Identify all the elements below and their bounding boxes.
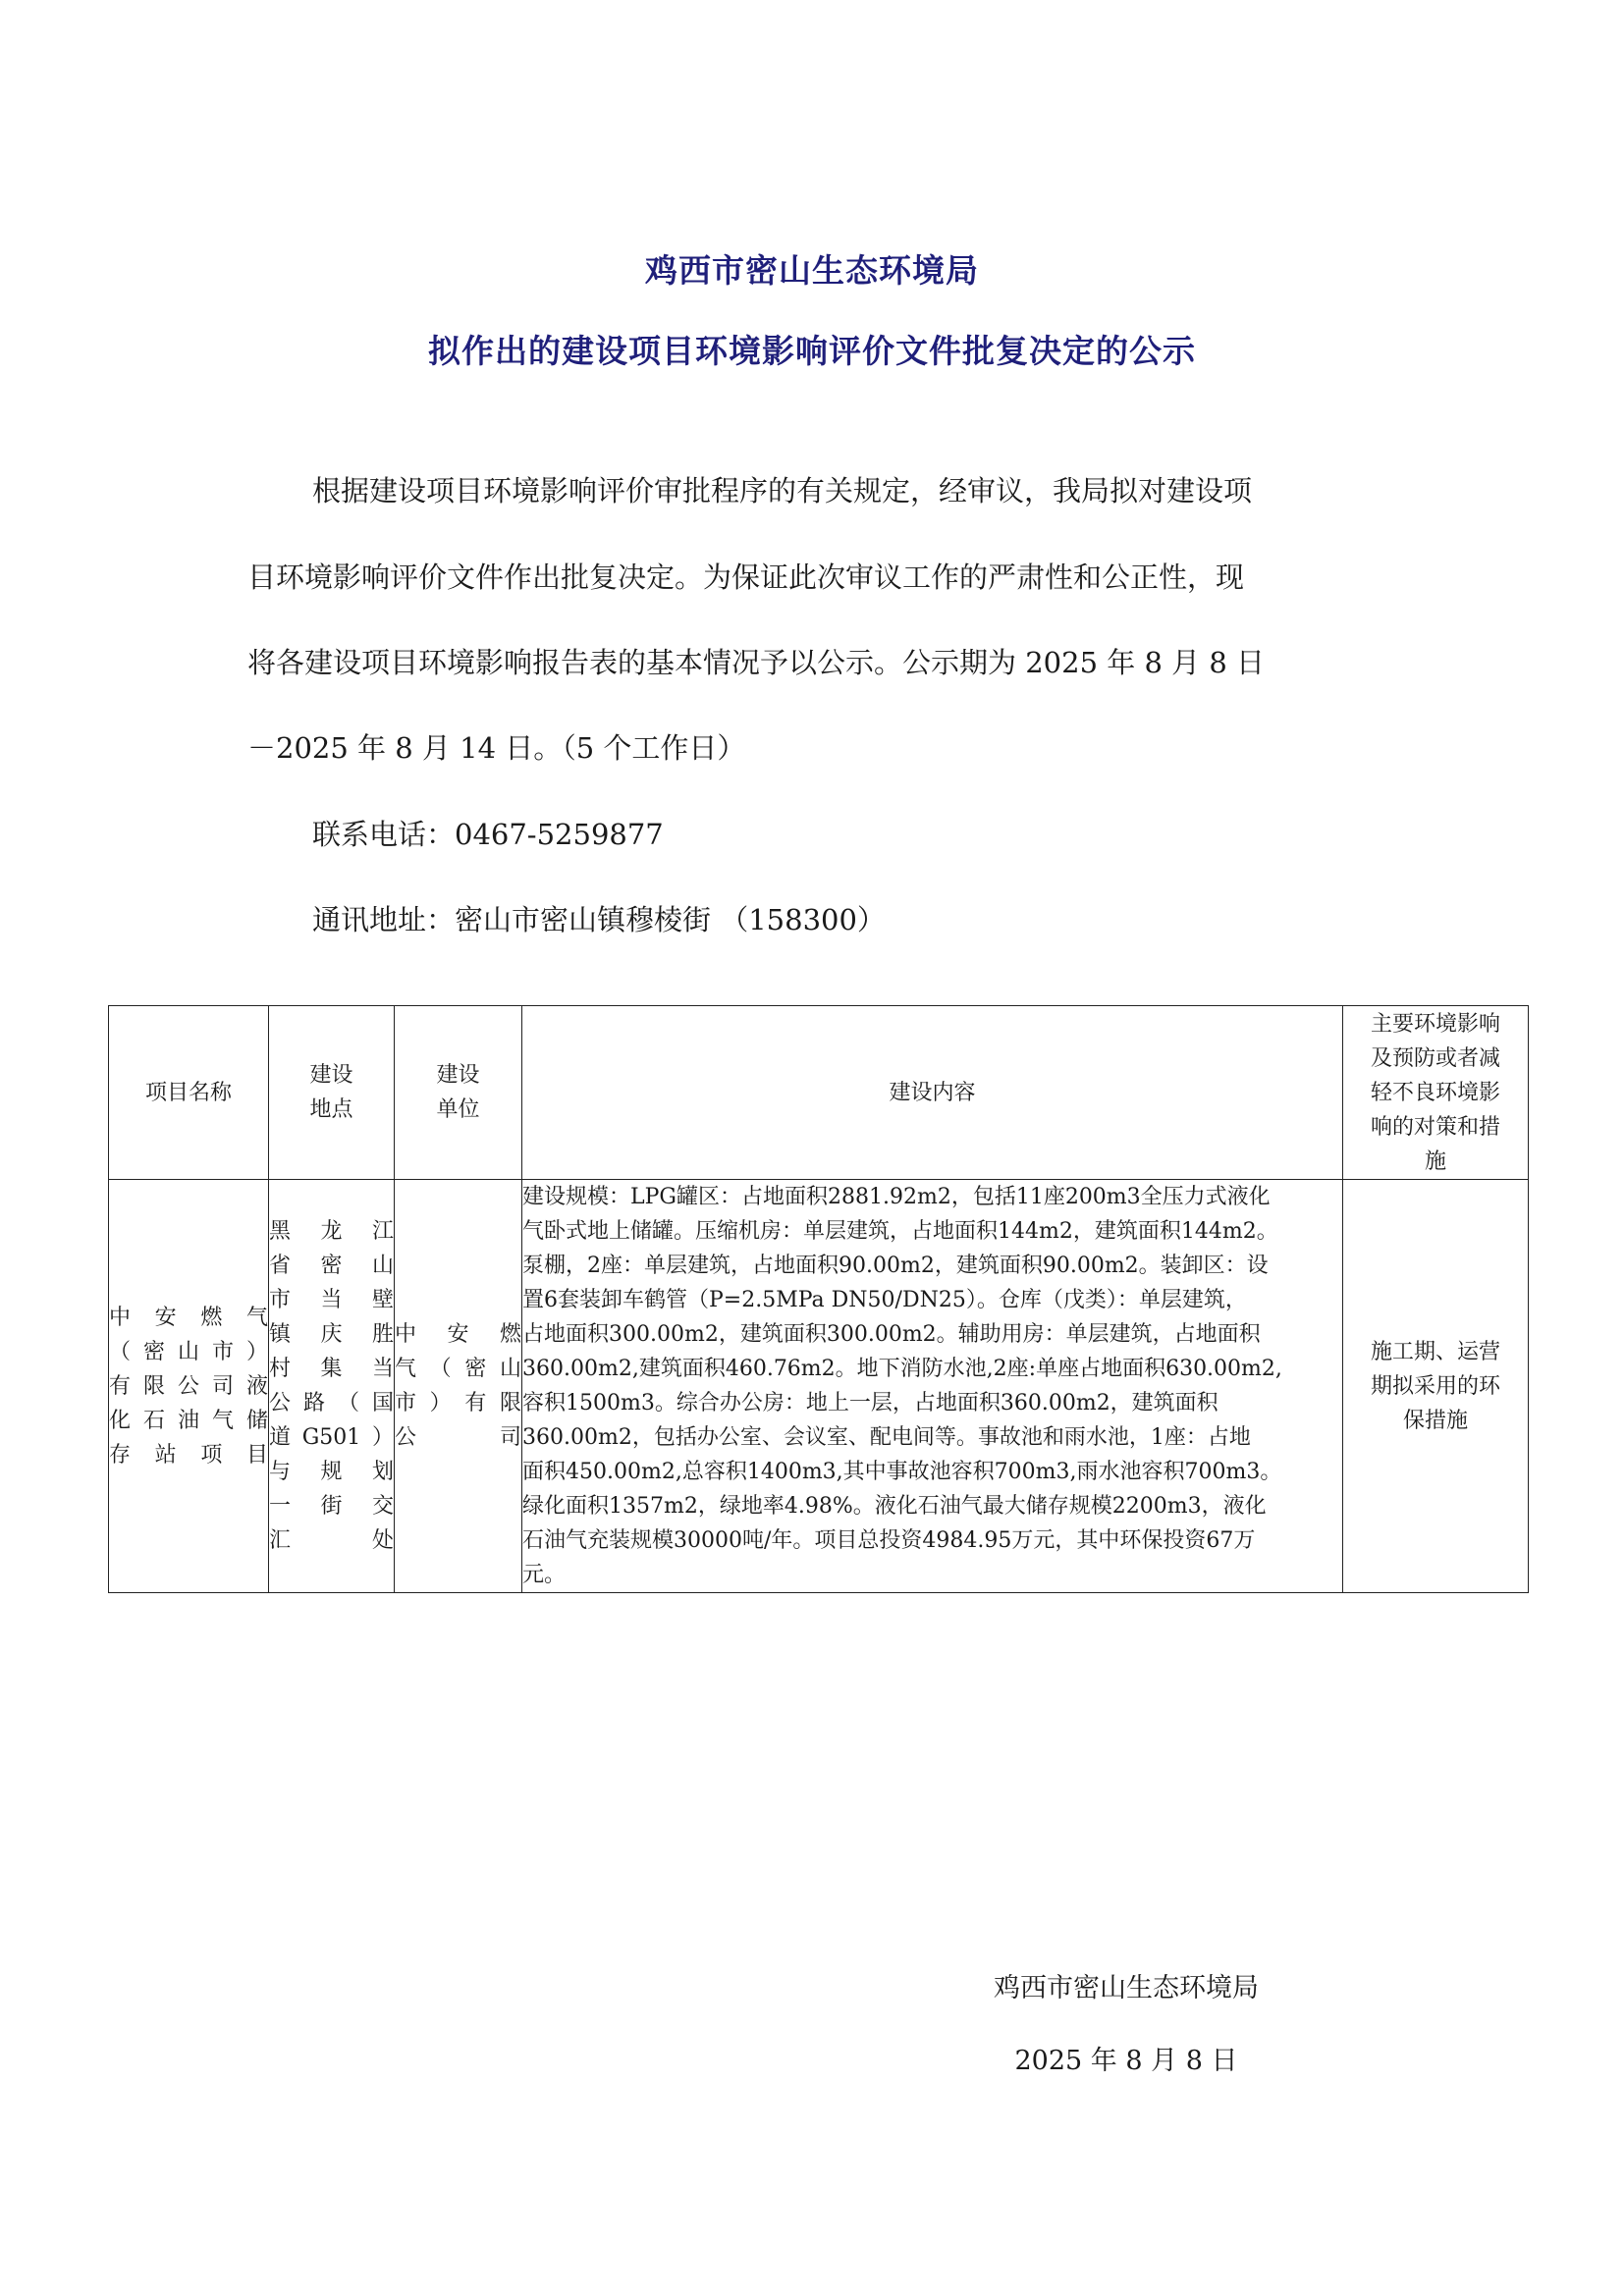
cell-line: 有限公司液 bbox=[109, 1373, 268, 1399]
cell-line: 保措施 bbox=[1402, 1408, 1468, 1433]
body-line-1: 根据建设项目环境影响评价审批程序的有关规定，经审议，我局拟对建设项 bbox=[312, 474, 1253, 507]
cell-line: 汇处 bbox=[269, 1528, 394, 1553]
signature-org: 鸡西市密山生态环境局 bbox=[994, 1973, 1259, 2003]
header-content-text: 建设内容 bbox=[889, 1080, 976, 1105]
cell-line: 公路（国 bbox=[269, 1391, 394, 1415]
cell-line: 期拟采用的环 bbox=[1370, 1373, 1500, 1399]
cell-line: 占地面积300.00m2，建筑面积300.00m2。辅助用房：单层建筑，占地面积 bbox=[522, 1322, 1261, 1347]
cell-content bbox=[522, 1180, 1343, 1593]
cell-line: 中安燃气 bbox=[109, 1305, 268, 1330]
header-line: 建设 bbox=[436, 1063, 480, 1088]
cell-line: 村集当 bbox=[269, 1357, 394, 1381]
notice-title-subject: 拟作出的建设项目环境影响评价文件批复决定的公示 bbox=[428, 332, 1196, 370]
cell-line: 存站项目 bbox=[109, 1442, 268, 1468]
header-content bbox=[522, 1006, 1343, 1180]
cell-line: 市当壁 bbox=[269, 1288, 394, 1312]
header-line: 建设 bbox=[309, 1063, 353, 1088]
body-line-3: 将各建设项目环境影响报告表的基本情况予以公示。公示期为 2025 年 8 月 8 日 bbox=[247, 646, 1266, 679]
cell-line: 360.00m2，包括办公室、会议室、配电间等。事故池和雨水池，1座：占地 bbox=[522, 1425, 1251, 1450]
cell-line: 气卧式地上储罐。压缩机房：单层建筑，占地面积144m2，建筑面积144m2。 bbox=[522, 1219, 1278, 1244]
signature-date: 2025 年 8 月 8 日 bbox=[1014, 2046, 1238, 2076]
contact-address: 通讯地址：密山市密山镇穆棱街 （158300） bbox=[312, 903, 886, 936]
header-measures bbox=[1343, 1006, 1529, 1180]
header-line: 主要环境影响 bbox=[1370, 1011, 1500, 1037]
cell-line: 360.00m2,建筑面积460.76m2。地下消防水池,2座:单座占地面积630.00m2, bbox=[522, 1357, 1282, 1381]
cell-line: 市）有限 bbox=[395, 1391, 521, 1415]
header-unit bbox=[395, 1006, 522, 1180]
cell-measures bbox=[1343, 1180, 1529, 1593]
project-table bbox=[108, 1005, 1529, 1593]
cell-line: 黑龙江 bbox=[269, 1219, 394, 1244]
cell-line: 石油气充装规模30000吨/年。项目总投资4984.95万元，其中环保投资67万 bbox=[522, 1528, 1256, 1553]
cell-line: 气（密山 bbox=[395, 1357, 521, 1381]
cell-line: 省密山 bbox=[269, 1254, 394, 1278]
header-line: 地点 bbox=[309, 1097, 353, 1122]
cell-location bbox=[269, 1180, 395, 1593]
cell-line: （密山市） bbox=[109, 1339, 268, 1364]
cell-line: 镇庆胜 bbox=[269, 1322, 394, 1347]
header-project-name bbox=[109, 1006, 269, 1180]
header-project-name-text: 项目名称 bbox=[144, 1080, 232, 1105]
body-line-2: 目环境影响评价文件作出批复决定。为保证此次审议工作的严肃性和公正性，现 bbox=[247, 561, 1245, 594]
header-line: 轻不良环境影 bbox=[1370, 1080, 1500, 1105]
cell-line: 化石油气储 bbox=[109, 1408, 268, 1433]
table-row bbox=[109, 1180, 1529, 1593]
cell-line: 建设规模：LPG罐区：占地面积2881.92m2，包括11座200m3全压力式液化 bbox=[522, 1185, 1271, 1209]
cell-line: 泵棚，2座：单层建筑，占地面积90.00m2，建筑面积90.00m2。装卸区：设 bbox=[522, 1254, 1269, 1278]
cell-line: 元。 bbox=[522, 1563, 567, 1587]
header-location bbox=[269, 1006, 395, 1180]
table-header-row bbox=[109, 1006, 1529, 1180]
cell-project-name bbox=[109, 1180, 269, 1593]
cell-unit bbox=[395, 1180, 522, 1593]
cell-line: 面积450.00m2,总容积1400m3,其中事故池容积700m3,雨水池容积700m3。 bbox=[522, 1460, 1282, 1484]
cell-line: 道G501） bbox=[269, 1425, 394, 1450]
cell-line: 绿化面积1357m2，绿地率4.98%。液化石油气最大储存规模2200m3，液化 bbox=[522, 1494, 1267, 1519]
header-unit-text bbox=[436, 1058, 479, 1127]
contact-phone: 联系电话：0467-5259877 bbox=[312, 818, 664, 851]
header-measures-text bbox=[1371, 1007, 1500, 1179]
cell-line: 容积1500m3。综合办公房：地上一层，占地面积360.00m2，建筑面积 bbox=[522, 1391, 1218, 1415]
notice-title-org: 鸡西市密山生态环境局 bbox=[645, 251, 979, 290]
cell-line: 一街交 bbox=[269, 1494, 394, 1519]
header-line: 响的对策和措 bbox=[1370, 1114, 1500, 1140]
cell-line: 与规划 bbox=[269, 1460, 394, 1484]
cell-line: 中安燃 bbox=[395, 1322, 521, 1347]
cell-line: 公司 bbox=[395, 1425, 521, 1450]
header-line: 及预防或者减 bbox=[1370, 1045, 1500, 1071]
header-line: 单位 bbox=[436, 1097, 480, 1122]
header-line: 施 bbox=[1424, 1148, 1446, 1174]
cell-line: 置6套装卸车鹤管（P=2.5MPa DN50/DN25）。仓库（戊类）：单层建筑， bbox=[522, 1288, 1247, 1312]
cell-line: 施工期、运营 bbox=[1370, 1339, 1500, 1364]
body-line-4: －2025 年 8 月 14 日。（5 个工作日） bbox=[247, 731, 746, 765]
header-location-text bbox=[309, 1058, 352, 1127]
